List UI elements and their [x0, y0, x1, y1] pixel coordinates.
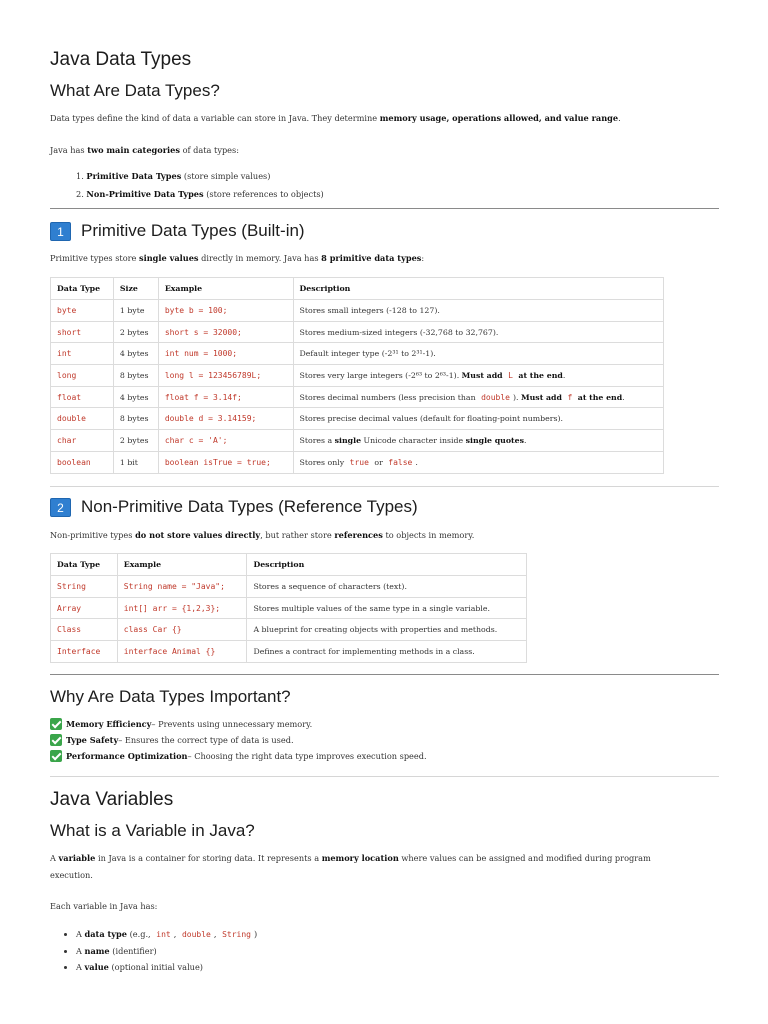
type-cell: double	[51, 408, 114, 430]
example-cell: interface Animal {}	[117, 641, 247, 663]
example-cell: boolean isTrue = true;	[158, 451, 293, 473]
primitive-intro: Primitive types store single values directly in memory. Java has 8 primitive data types:	[50, 253, 425, 263]
table-row	[51, 597, 527, 619]
section-heading-what-is-variable: What is a Variable in Java?	[50, 821, 255, 840]
description-cell: Stores very large integers (-2⁶³ to 2⁶³-1). Must add L at the end.	[293, 365, 663, 387]
divider	[50, 486, 719, 487]
table-row	[51, 321, 664, 343]
description-cell: Stores decimal numbers (less precision than double ). Must add f at the end.	[293, 386, 663, 408]
size-cell: 2 bytes	[113, 430, 158, 452]
description-cell: Stores only true or false .	[293, 451, 663, 473]
description-cell: Stores medium-sized integers (-32,768 to 32,767).	[293, 321, 663, 343]
divider	[50, 674, 719, 675]
primitive-types-table	[50, 277, 664, 474]
description-cell: Stores small integers (-128 to 127).	[293, 300, 663, 322]
table-row	[51, 386, 664, 408]
example-cell: float f = 3.14f;	[158, 386, 293, 408]
non-primitive-intro: Non-primitive types do not store values directly, but rather store references to objects in memory.	[50, 530, 475, 540]
number-badge-2: 2	[50, 498, 71, 517]
table-row	[51, 451, 664, 473]
categories-paragraph: Java has two main categories of data types:	[50, 145, 239, 155]
description-cell: Stores multiple values of the same type in a single variable.	[247, 597, 527, 619]
column-header: Description	[247, 554, 527, 576]
example-cell: String name = "Java";	[117, 576, 247, 598]
size-cell: 8 bytes	[113, 408, 158, 430]
type-cell: int	[51, 343, 114, 365]
list-item: Performance Optimization – Choosing the right data type improves execution speed.	[50, 750, 427, 762]
type-cell: boolean	[51, 451, 114, 473]
section-heading-non-primitive: 2 Non-Primitive Data Types (Reference Types)	[50, 497, 418, 517]
column-header: Description	[293, 278, 663, 300]
table-row	[51, 300, 664, 322]
example-cell: int num = 1000;	[158, 343, 293, 365]
description-cell: Stores a sequence of characters (text).	[247, 576, 527, 598]
example-cell: int[] arr = {1,2,3};	[117, 597, 247, 619]
column-header: Data Type	[51, 554, 118, 576]
list-item: • A value (optional initial value)	[76, 959, 257, 975]
table-row	[51, 641, 527, 663]
list-item: • A data type (e.g., int , double , String )	[76, 926, 257, 943]
variable-paragraph: A variable in Java is a container for storing data. It represents a memory location where values can be assigned and modified during program execution.	[50, 853, 651, 880]
description-cell: A blueprint for creating objects with properties and methods.	[247, 619, 527, 641]
check-mark-icon	[50, 750, 62, 762]
variable-components-intro: Each variable in Java has:	[50, 901, 158, 911]
column-header: Size	[113, 278, 158, 300]
example-cell: double d = 3.14159;	[158, 408, 293, 430]
type-cell: String	[51, 576, 118, 598]
table-row	[51, 576, 527, 598]
table-row	[51, 619, 527, 641]
column-header: Example	[158, 278, 293, 300]
size-cell: 2 bytes	[113, 321, 158, 343]
non-primitive-types-table	[50, 553, 527, 663]
size-cell: 4 bytes	[113, 343, 158, 365]
description-cell: Stores precise decimal values (default for floating-point numbers).	[293, 408, 663, 430]
type-cell: Array	[51, 597, 118, 619]
example-cell: short s = 32000;	[158, 321, 293, 343]
section-heading-what-are-data-types: What Are Data Types?	[50, 81, 220, 100]
size-cell: 4 bytes	[113, 386, 158, 408]
size-cell: 1 bit	[113, 451, 158, 473]
table-header-row	[51, 278, 664, 300]
type-cell: long	[51, 365, 114, 387]
variable-components-list	[76, 926, 257, 975]
type-cell: Interface	[51, 641, 118, 663]
list-item: Memory Efficiency – Prevents using unnecessary memory.	[50, 718, 312, 730]
table-row	[51, 365, 664, 387]
table-row	[51, 343, 664, 365]
type-cell: byte	[51, 300, 114, 322]
example-cell: char c = 'A';	[158, 430, 293, 452]
check-mark-icon	[50, 734, 62, 746]
list-item: 2. Non-Primitive Data Types (store references to objects)	[76, 189, 324, 199]
check-mark-icon	[50, 718, 62, 730]
divider	[50, 208, 719, 209]
list-item: 1. Primitive Data Types (store simple values)	[76, 171, 271, 181]
section-heading-why-important: Why Are Data Types Important?	[50, 687, 291, 706]
description-cell: Defines a contract for implementing methods in a class.	[247, 641, 527, 663]
description-cell: Stores a single Unicode character inside single quotes.	[293, 430, 663, 452]
number-badge-1: 1	[50, 222, 71, 241]
type-cell: char	[51, 430, 114, 452]
type-cell: Class	[51, 619, 118, 641]
example-cell: long l = 123456789L;	[158, 365, 293, 387]
table-row	[51, 408, 664, 430]
description-cell: Default integer type (-2³¹ to 2³¹-1).	[293, 343, 663, 365]
list-item: • A name (identifier)	[76, 943, 257, 959]
column-header: Data Type	[51, 278, 114, 300]
intro-paragraph: Data types define the kind of data a variable can store in Java. They determine memory usage, operations allowed, and value range.	[50, 113, 621, 123]
size-cell: 8 bytes	[113, 365, 158, 387]
divider	[50, 776, 719, 777]
example-cell: byte b = 100;	[158, 300, 293, 322]
page-title: Java Data Types	[50, 49, 192, 70]
categories-list	[76, 167, 324, 203]
type-cell: short	[51, 321, 114, 343]
table-header-row	[51, 554, 527, 576]
type-cell: float	[51, 386, 114, 408]
section-title-java-variables: Java Variables	[50, 789, 174, 810]
column-header: Example	[117, 554, 247, 576]
section-heading-primitive: 1 Primitive Data Types (Built-in)	[50, 221, 305, 241]
example-cell: class Car {}	[117, 619, 247, 641]
table-row	[51, 430, 664, 452]
list-item: Type Safety – Ensures the correct type of data is used.	[50, 734, 294, 746]
size-cell: 1 byte	[113, 300, 158, 322]
